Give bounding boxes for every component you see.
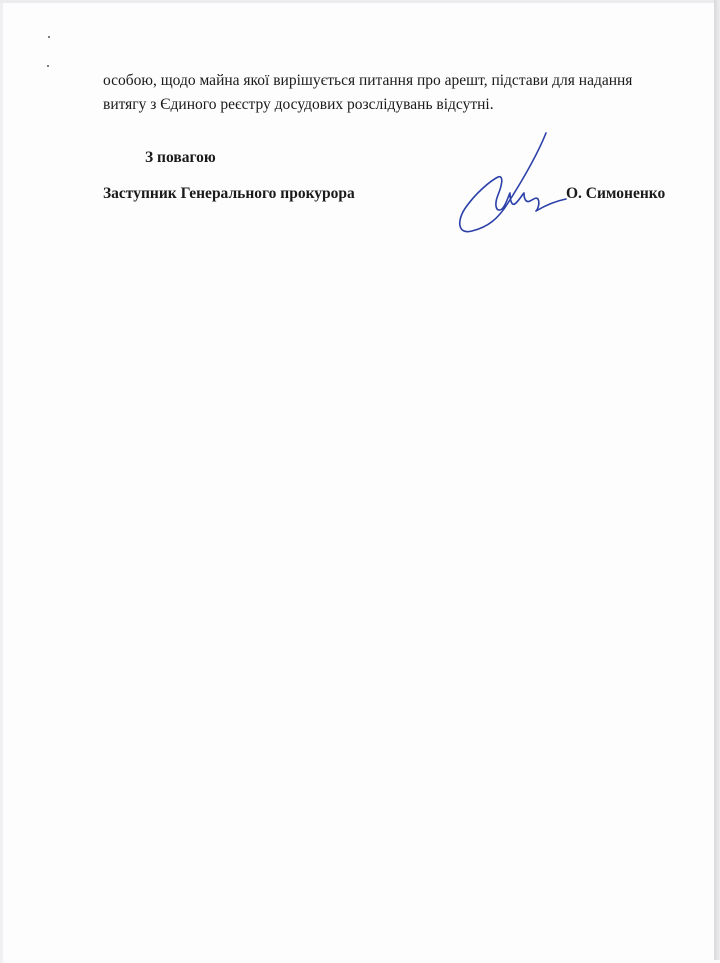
page-right-edge: [714, 0, 720, 960]
scan-artifact: [48, 36, 50, 38]
scan-artifact: [47, 65, 49, 67]
body-line: витягу з Єдиного реєстру досудових розслідувань відсутні.: [103, 96, 494, 113]
body-paragraph: [103, 69, 693, 117]
page-left-edge: [0, 3, 3, 963]
signatory-name: О. Симоненко: [566, 185, 666, 202]
handwritten-signature: [450, 123, 580, 238]
body-line: особою, щодо майна якої вирішується питання про арешт, підстави для надання: [103, 72, 633, 89]
signatory-position: Заступник Генерального прокурора: [103, 185, 355, 202]
closing-salutation: З повагою: [145, 149, 216, 166]
